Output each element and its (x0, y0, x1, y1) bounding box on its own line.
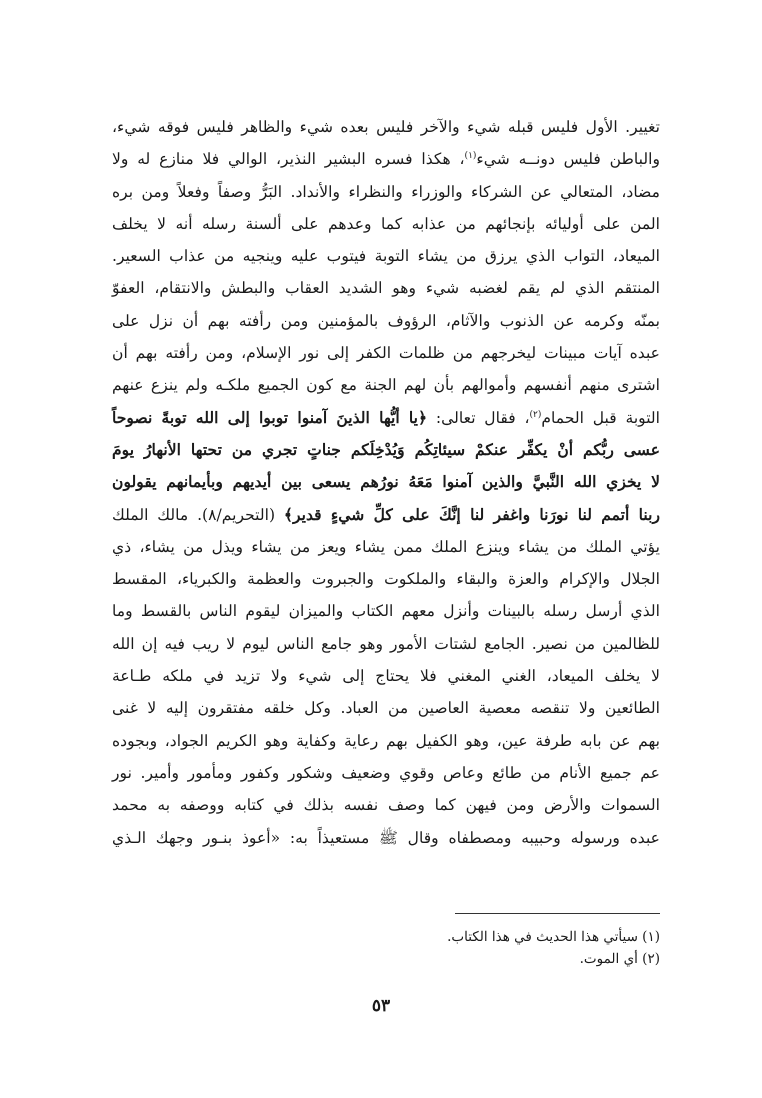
text-line: الميعاد، التواب الذي يرزق من يشاء التوبة فيتوب عليه وينجيه من عذاب السعير. (112, 247, 660, 266)
text-line: السموات والأرض ومن فيهن كما وصف نفسه بذلك في كتابه ووصفه به محمد (112, 796, 660, 815)
text-line: المن على أوليائه بإنجائهم من عذابه كما وعدهم على ألسنة رسله أنه لا يخلف (112, 214, 660, 233)
quran-verse: ربنا أتمم لنا نورَنا واغفر لنا إنَّكَ على كلِّ شيءٍ قدير﴾ (283, 504, 660, 524)
page-number: ٥٣ (371, 996, 391, 1016)
text-segment: ، هكذا فسره البشير النذير، الوالي فلا منازع له ولا (112, 150, 465, 169)
text-line: المنتقم الذي لم يقم لغضبه شيء وهو الشديد العقاب والبطش والانتقام، العفوّ (112, 279, 660, 298)
text-segment: والباطن فليس دونــه شيء (476, 150, 660, 169)
footnote: (٢) أي الموت. (579, 951, 660, 967)
quran-verse-line: عسى ربُّكم أنْ يكفِّر عنكمْ سيئاتِكُم وَيُدْخِلَكم جناتٍ تجري من تحتها الأنهارُ يومَ (112, 439, 660, 459)
text-line: بمنّه وكرمه عن الذنوب والآثام، الرؤوف بالمؤمنين ومن رأفته بهم أن نزل على (112, 311, 660, 330)
main-text (112, 111, 660, 854)
footnote-divider (455, 913, 660, 914)
text-line: للظالمين من نصير. الجامع لشتات الأمور وهو جامع الناس ليوم لا ريب فيه إن الله (112, 634, 660, 653)
text-line (112, 402, 660, 434)
text-line: عم جميع الأنام من طائع وعاص وقوي وضعيف وشكور وكفور ومأمور وأمير. نور (112, 763, 660, 782)
text-line: يؤتي الملك من يشاء وينزع الملك ممن يشاء ويعز من يشاء ويذل من يشاء، ذي (112, 537, 660, 556)
text-segment: ، فقال تعالى: (427, 408, 530, 427)
text-line: بهم عن بابه طرفة عين، وهو الكفيل بهم رعاية وكفاية وهو الكريم الجواد، وبجوده (112, 731, 660, 750)
verse-citation: (التحريم/٨). مالك الملك (112, 505, 284, 524)
footnote: (١) سيأتي هذا الحديث في هذا الكتاب. (447, 929, 660, 945)
text-line: تغيير. الأول فليس قبله شيء والآخر فليس بعده شيء والظاهر فليس فوقه شيء، (112, 118, 660, 136)
text-line: الطائعين ولا تنقصه معصية العاصين من العباد. وكل خلقه مفتقرون إليه لا غنى (112, 699, 660, 718)
text-line (112, 499, 660, 531)
text-line: عبده آيات مبينات ليخرجهم من ظلمات الكفر إلى نور الإسلام، ومن رأفته بهم أن (112, 344, 660, 363)
text-line: الذي أرسل رسله بالبينات وأنزل معهم الكتاب والميزان ليقوم الناس بالقسط وما (112, 602, 660, 621)
text-line: اشترى منهم أنفسهم وأموالهم بأن لهم الجنة مع كون الجميع ملكـه ولم ينزع عنهم (112, 376, 660, 395)
quran-verse-line: لا يخزي الله النَّبيَّ والذين آمنوا مَعَهُ نورُهم يسعى بين أيديهم وبأيمانهم يقولون (112, 472, 660, 492)
text-line: الجلال والإكرام والعزة والبقاء والملكوت والجبروت والعظمة والكبرياء، المقسط (112, 570, 660, 589)
text-line: عبده ورسوله وحبيبه ومصطفاه وقال ﷺ مستعيذاً به: «أعوذ بنـور وجهك الـذي (112, 828, 660, 847)
text-line: مضاد، المتعالي عن الشركاء والوزراء والنظراء والأنداد. البَرُّ وصفاً وفعلاً ومن بره (112, 182, 660, 201)
quran-verse: ﴿يا أيُّها الذينَ آمنوا توبوا إلى الله توبةً نصوحاً (112, 407, 428, 427)
footnote-reference: (٢) (529, 409, 542, 420)
footnote-reference: (١) (464, 151, 477, 162)
text-segment: التوبة قبل الحمام (541, 408, 661, 427)
footnotes (120, 926, 660, 970)
text-line: لا يخلف الميعاد، الغني المغني فلا يحتاج إلى شيء ولا تزيد في ملكه طـاعة (112, 667, 660, 686)
text-line (112, 143, 660, 175)
